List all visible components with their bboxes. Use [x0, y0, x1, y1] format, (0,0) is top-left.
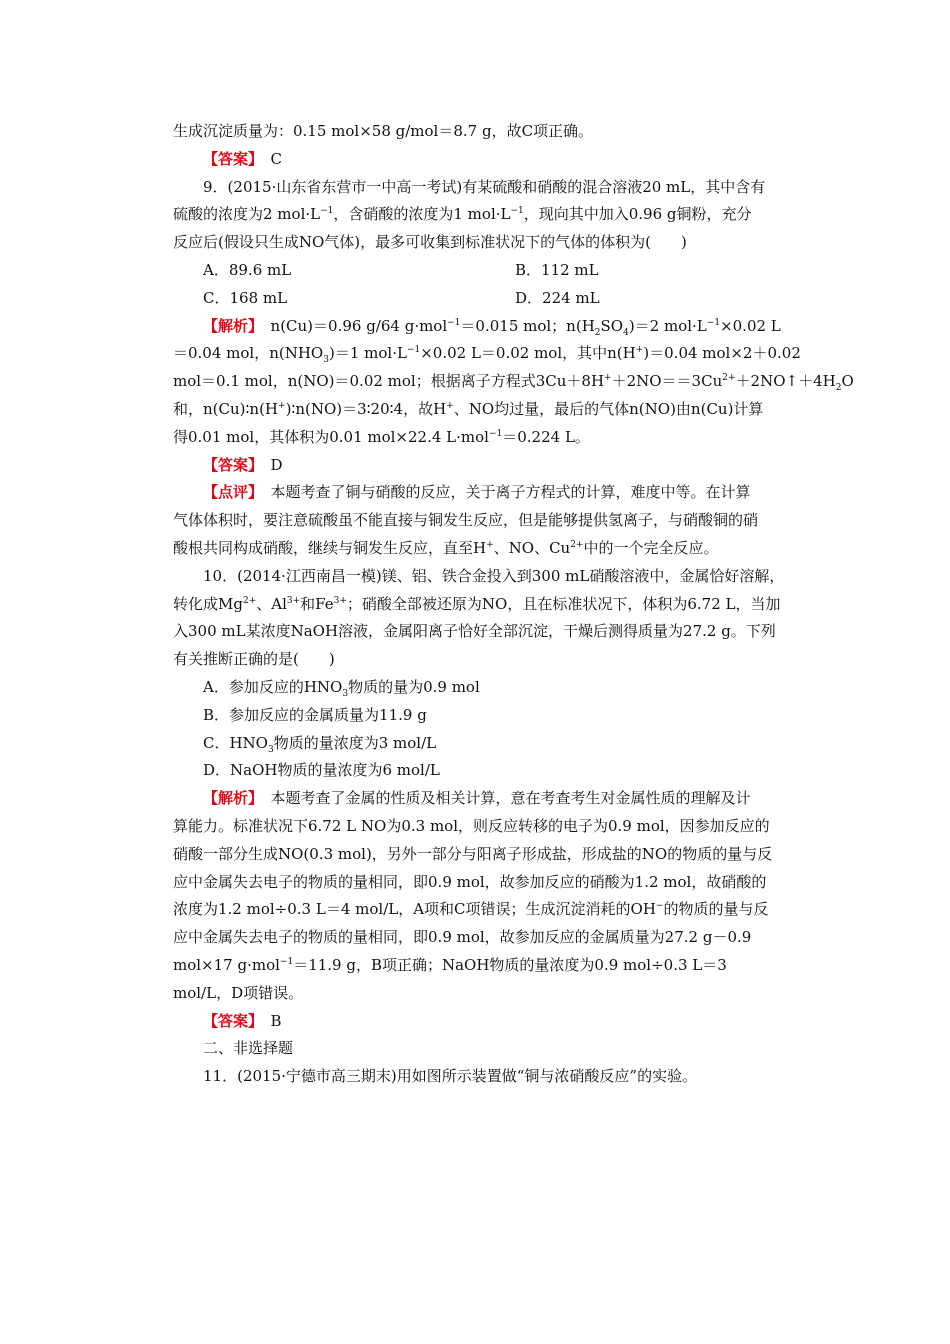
answer-line — [173, 452, 813, 480]
question-10-line: 入300 mL某浓度NaOH溶液，金属阳离子恰好全部沉淀，干燥后测得质量为27.2 g。下列 — [173, 622, 776, 641]
question-9-line: 9．(2015·山东省东营市一中高一考试)有某硫酸和硝酸的混合溶液20 mL，其中含有 — [203, 177, 766, 196]
answer-tag: 【答案】 — [203, 1011, 256, 1030]
option-a: A．89.6 mL — [203, 260, 292, 279]
analysis-9-line: mol＝0.1 mol，n(NO)＝0.02 mol；根据离子方程式$3Cu+8H^++2NO==3Cu^{2+}+2NO↑+4H_2O$ — [173, 372, 854, 394]
section-title: 二、非选择题 — [203, 1039, 294, 1058]
answer-line — [173, 1008, 813, 1036]
comment-9-line: 酸根共同构成硝酸，继续与铜发生反应，直至H+、NO、$Cu^{2+}$中的一个完全反应。 — [173, 538, 719, 557]
options-row — [173, 257, 813, 285]
comment-tag: 【点评】 — [203, 483, 256, 502]
comment-9-line: 【点评】 本题考查了铜与硝酸的反应，关于离子方程式的计算，难度中等。在计算 — [203, 483, 751, 502]
option-c: C．$HNO_3$物质的量浓度为3 mol/L — [203, 733, 437, 755]
answer-line — [173, 146, 813, 174]
analysis-9-line: 【解析】 n(Cu)＝0.96 g/64 g·mol$^{-1}$＝0.015 mol；$n(H_2SO_4)=2$ $mol\cdot L^{-1}\times 0.02$ L — [203, 316, 781, 338]
analysis-10-line: 应中金属失去电子的物质的量相同，即0.9 mol，故参加反应的金属质量为27.2 g－0.9 — [173, 928, 752, 947]
answer-value: C — [270, 149, 283, 168]
analysis-10-line: 浓度为1.2 mol÷0.3 L＝4 mol/L，A项和C项错误；生成沉淀消耗的OH−的物质的量与反 — [173, 900, 769, 919]
question-9-line: 反应后(假设只生成NO气体)，最多可收集到标准状况下的气体的体积为( ) — [173, 233, 687, 252]
option-d: D．NaOH物质的量浓度为6 mol/L — [203, 761, 440, 780]
analysis-10-line: 应中金属失去电子的物质的量相同，即0.9 mol，故参加反应的硝酸为1.2 mol，故硝酸的 — [173, 872, 767, 891]
text-line: 生成沉淀质量为：0.15 mol×58 g/mol＝8.7 g，故C项正确。 — [173, 122, 594, 140]
answer-value: B — [270, 1011, 282, 1030]
question-10-line: 转化成$Mg^{2+}$、$Al^{3+}$和$Fe^{3+}$；硝酸全部被还原为NO，且在标准状况下，体积为6.72 L，当加 — [173, 594, 781, 613]
analysis-9-line: 得0.01 mol，其体积为0.01 mol×22.4 L·mol$^{-1}$＝0.224 L。 — [173, 427, 590, 446]
question-9-line: 硫酸的浓度为2 $mol\cdot L^{-1}$，含硝酸的浓度为1 $mol\cdot L^{-1}$，现向其中加入0.96 g铜粉，充分 — [173, 205, 752, 224]
answer-tag: 【答案】 — [203, 455, 256, 474]
option-c: C．168 mL — [203, 288, 288, 307]
question-11-line: 11．(2015·宁德市高三期末)用如图所示装置做“铜与浓硝酸反应”的实验。 — [203, 1067, 698, 1086]
option-b: B．112 mL — [515, 260, 599, 279]
analysis-10-line: 【解析】 本题考查了金属的性质及相关计算，意在考查考生对金属性质的理解及计 — [203, 789, 751, 808]
analysis-10-line: mol/L，D项错误。 — [173, 983, 304, 1002]
comment-9-line: 气体体积时，要注意硫酸虽不能直接与铜发生反应，但是能够提供氢离子，与硝酸铜的硝 — [173, 511, 759, 530]
option-a: A．参加反应的$HNO_3$物质的量为0.9 mol — [203, 677, 480, 699]
option-b: B．参加反应的金属质量为11.9 g — [203, 705, 427, 724]
analysis-10-line: 算能力。标准状况下6.72 L NO为0.3 mol，则反应转移的电子为0.9 mol，因参加反应的 — [173, 816, 770, 835]
analysis-tag: 【解析】 — [203, 789, 256, 808]
analysis-9-line: 和，n(Cu)∶n(H+)∶n(NO)＝3∶20∶4，故H+、NO均过量，最后的气体n(NO)由n(Cu)计算 — [173, 399, 764, 418]
answer-tag: 【答案】 — [203, 149, 256, 168]
analysis-10-line: mol×17 g·mol$^{-1}$＝11.9 g，B项正确；NaOH物质的量浓度为0.9 mol÷0.3 L＝3 — [173, 955, 727, 974]
options-row — [173, 285, 813, 313]
analysis-tag: 【解析】 — [203, 316, 256, 335]
document-page — [173, 118, 854, 1091]
analysis-10-line: 硝酸一部分生成NO(0.3 mol)，另外一部分与阳离子形成盐，形成盐的NO的物质的量与反 — [173, 844, 773, 863]
option-d: D．224 mL — [515, 288, 600, 307]
analysis-9-line: ＝0.04 mol，$n(NHO_3)=1$ $mol\cdot L^{-1}\times 0.02$ L＝0.02 mol，其中n(H+)＝0.04 mol×2＋0.02 — [173, 344, 801, 366]
question-10-line: 有关推断正确的是( ) — [173, 650, 335, 669]
answer-value: D — [270, 455, 283, 474]
question-10-line: 10．(2014·江西南昌一模)镁、铝、铁合金投入到300 mL硝酸溶液中，金属恰好溶解， — [203, 566, 785, 585]
